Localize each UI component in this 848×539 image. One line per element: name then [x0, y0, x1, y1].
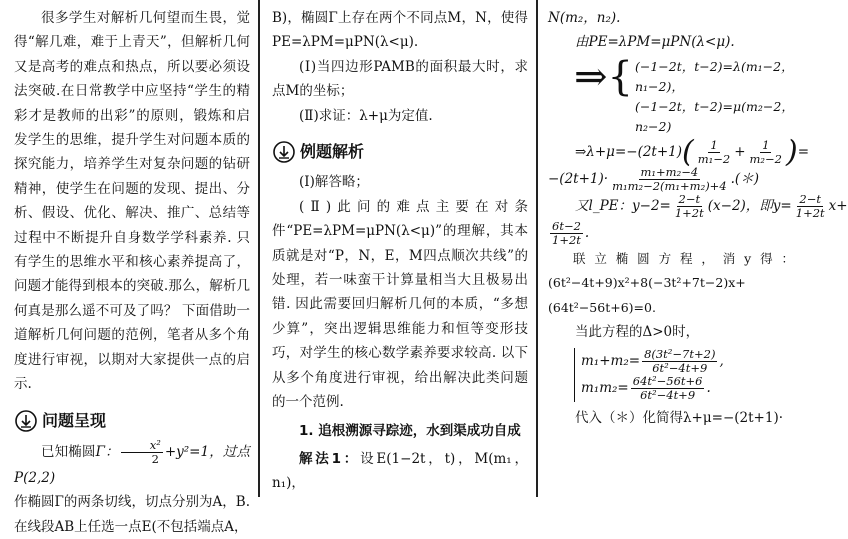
section-heading-text: 问题呈现	[42, 410, 107, 430]
math-line: N(m₂，n₂).	[548, 10, 621, 26]
down-arrow-circle-icon	[272, 140, 296, 164]
subsection-title: 1. 追根溯源寻踪迹，水到渠成功自成	[299, 422, 521, 439]
fraction: $\frac{1}{\text{m₁−2}}$	[697, 137, 731, 166]
math-paragraph: 当此方程的Δ>0时，	[575, 324, 700, 341]
down-arrow-circle-icon	[14, 409, 38, 433]
fraction: $\frac{1}{\text{m₂−2}}$	[749, 137, 782, 166]
section-heading-text: 例题解析	[300, 142, 365, 162]
math-line: 又l_PE：y−2= $\frac{2-t}{1+2t}$ (x−2)，即y= $\frac{2-t}{1+2t}$ x+	[575, 191, 848, 220]
column-divider	[258, 0, 260, 497]
answer-1: (Ⅰ)解答略；	[299, 174, 369, 191]
system-line: (−1−2t，t−2)=μ(m₂−2，n₂−2)	[634, 98, 794, 134]
question-1: (Ⅰ)当四边形PAMB的面积最大时，求点M的坐标；	[272, 58, 528, 100]
solution-1	[272, 447, 528, 496]
system-line: (−1−2t，t−2)=λ(m₁−2，n₁−2)，	[634, 58, 794, 94]
math-paragraph: 代入（＊）化简得λ+μ=−(2t+1)·	[575, 410, 784, 427]
problem-math: Γ：	[95, 443, 119, 460]
fraction-numerator: x²	[121, 439, 163, 453]
math-line: $\frac{6t-2}{1+2t}$ .	[552, 218, 590, 247]
math-text: ⇒λ+μ=−(2t+1)	[575, 143, 683, 160]
section-heading-solution	[272, 140, 528, 164]
fraction	[121, 439, 163, 466]
fraction-denominator: 2	[151, 451, 159, 466]
column-1	[14, 6, 250, 539]
system-line: m₁+m₂= $\frac{\text{8(3t²−7t+2)}}{\text{6t²−4t+9}}$ ,	[581, 347, 724, 376]
fraction: $\frac{2-t}{1+2t}$	[674, 191, 704, 220]
fraction: $\frac{6t-2}{1+2t}$	[552, 218, 581, 247]
left-brace: ⇒{	[574, 53, 633, 100]
problem-statement	[14, 439, 250, 490]
column-3	[548, 6, 848, 431]
math-line: 由PE=λPM=μPN(λ<μ).	[575, 34, 735, 51]
question-2: (Ⅱ)求证：λ+μ为定值.	[299, 107, 433, 124]
problem-continuation: B)，椭圆Γ上存在两个不同点M，N，使得 PE=λPM=μPN(λ<μ).	[272, 10, 528, 51]
column-2	[272, 6, 528, 496]
fraction: $\frac{\text{m₁+m₂−4}}{\text{m₁m₂−2(m₁+m₂)+4}}$	[612, 164, 727, 193]
math-line: −(2t+1)· $\frac{\text{m₁+m₂−4}}{\text{m₁m₂−2(m₁+m₂)+4}}$ .(＊)	[548, 164, 759, 193]
column-divider	[536, 0, 538, 497]
vieta-system	[574, 348, 794, 402]
section-heading-problem	[14, 409, 250, 433]
solution-text: 设E(1−2t，t)，M(m₁，n₁)，	[272, 450, 528, 492]
intro-paragraph: 很多学生对解析几何望而生畏，觉得“解几难，难于上青天”，但解析几何又是高考的难点和热点，所以要必须设法突破.在日常教学中应坚持“学生的精彩才是教师的出彩”的原则，锻炼和启发学生的思维，提升学生对问题本质的探究能力，培养学生对复杂问题的钻研精神，使学生在问题的发现、提出、分析、假设、优化、解决、推广、总结等过程中不断提升自身数学学科素养. 只有学生的思维水平和核心素养提高了，问题才能得到根本的突破.那么，解析几何真是那么遥不可及了吗？ 下面借助一道解析几何问题的范例，笔者从多个角度进行审视，以期对大家提供一点的启示.	[14, 10, 250, 393]
fraction: $\frac{\text{64t²−56t+6}}{\text{6t²−4t+9}}$	[632, 374, 703, 403]
math-line: ⇒λ+μ=−(2t+1)( $\frac{1}{\text{m₁−2}}$ + $\frac{1}{\text{m₂−2}}$ )=	[575, 134, 810, 170]
math-paragraph: 联立椭圆方程，消y得：(6t²−4t+9)x²+8(−3t²+7t−2)x+(64t²−56t+6)=0.	[548, 250, 794, 315]
fraction: $\frac{\text{8(3t²−7t+2)}}{\text{6t²−4t+9}}$	[644, 347, 716, 376]
system-line: m₁m₂= $\frac{\text{64t²−56t+6}}{\text{6t²−4t+9}}$ .	[581, 374, 711, 403]
equation-system	[548, 53, 794, 137]
problem-math: +y²=1，过点P(2,2)	[14, 443, 250, 486]
solution-label: 解法1：	[299, 450, 361, 467]
fraction: $\frac{2-t}{1+2t}$	[795, 191, 825, 220]
answer-2: (Ⅱ)此问的难点主要在对条件“PE=λPM=μPN(λ<μ)”的理解，其本质就是对“P，N，E，M四点顺次共线”的处理，若一味蛮干计算量相当大且极易出错. 因此需要回归解析几何的本质，“多想少算”，突出逻辑思维能力和恒等变形技巧，对学生的核心数学素养要求较高. 以下从多个角度进行审视，给出解决此类问题的一个范例.	[272, 198, 528, 411]
problem-text: 已知椭圆	[41, 443, 96, 460]
problem-statement-cont: 作椭圆Γ的两条切线，切点分别为A，B. 在线段AB上任选一点E(不包括端点A，	[14, 494, 250, 535]
